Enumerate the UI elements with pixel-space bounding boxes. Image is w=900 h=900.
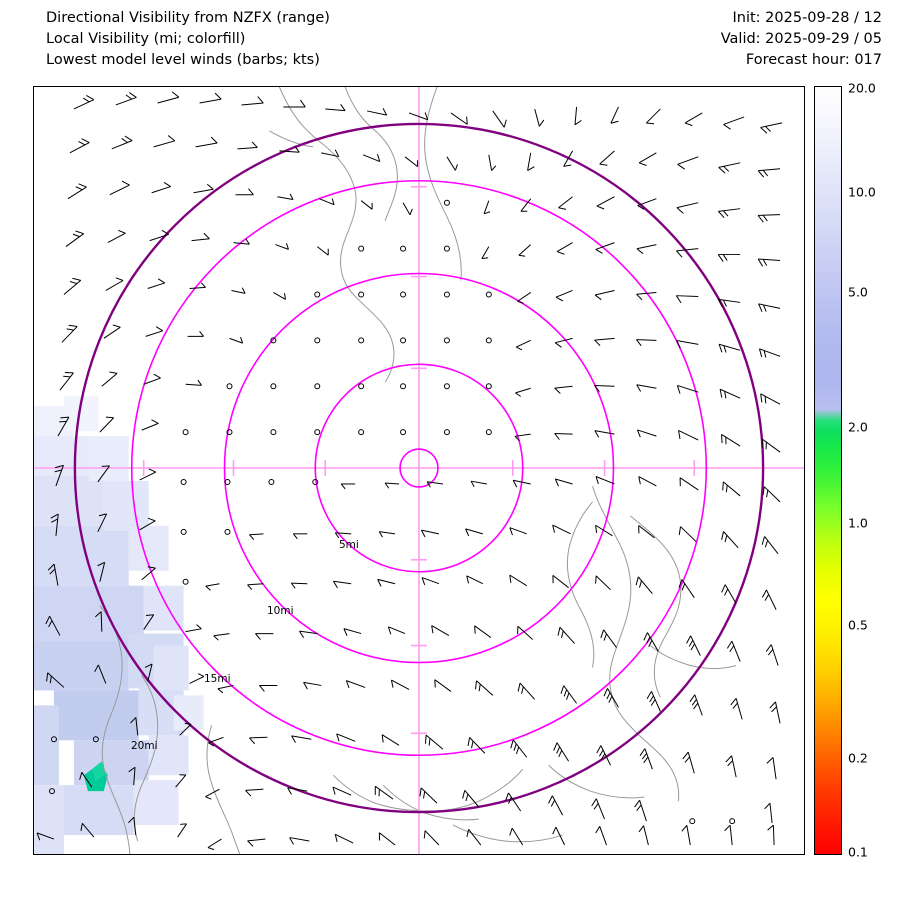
valid-time-label: Valid: 2025-09-29 / 05 <box>720 31 882 47</box>
init-time-label: Init: 2025-09-28 / 12 <box>732 10 882 26</box>
map-canvas <box>34 87 804 854</box>
colorbar-gradient <box>814 86 842 855</box>
range-ring-label-20mi: 20mi <box>131 740 158 752</box>
colorbar-tick-0p5: 0.5 <box>848 617 868 633</box>
map-panel[interactable] <box>33 86 805 855</box>
colorbar-tick-10: 10.0 <box>848 184 876 200</box>
colorbar-tick-20: 20.0 <box>848 80 876 96</box>
forecast-hour-label: Forecast hour: 017 <box>745 52 882 68</box>
colorbar-tick-5: 5.0 <box>848 284 868 300</box>
colorbar-tick-0p2: 0.2 <box>848 750 868 766</box>
colorbar <box>814 80 886 860</box>
subtitle-line: Local Visibility (mi; colorfill) <box>46 31 246 47</box>
range-ring-label-10mi: 10mi <box>267 605 294 617</box>
colorbar-tick-2: 2.0 <box>848 419 868 435</box>
colorbar-tick-0p1: 0.1 <box>848 844 868 860</box>
range-ring-label-15mi: 15mi <box>204 673 231 685</box>
header-left-block <box>46 8 330 71</box>
header-right-block <box>721 8 882 71</box>
figure-header <box>0 0 900 84</box>
barb-legend-line: Lowest model level winds (barbs; kts) <box>46 52 320 68</box>
wind-barb-field <box>35 91 783 852</box>
coastline-layer <box>100 87 736 854</box>
colorbar-tick-1: 1.0 <box>848 515 868 531</box>
range-ring-label-5mi: 5mi <box>339 539 359 551</box>
title-line: Directional Visibility from NZFX (range) <box>46 10 330 26</box>
